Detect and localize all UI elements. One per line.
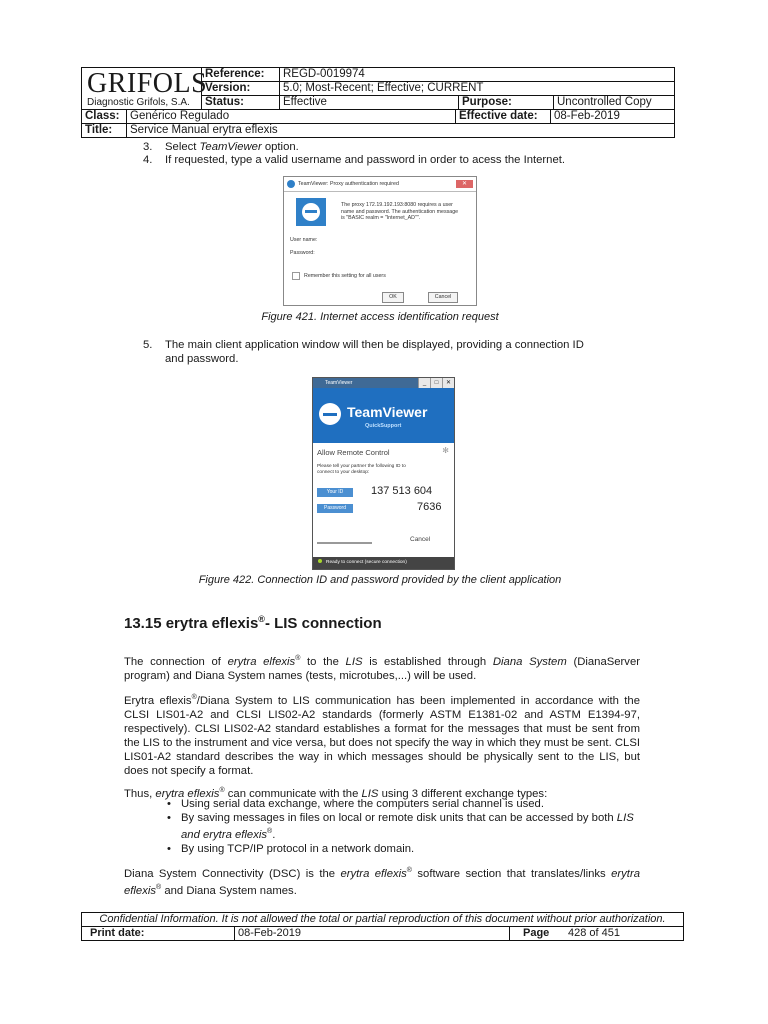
print-date-label: Print date: [82,927,235,940]
title-value: Service Manual erytra eflexis [130,124,278,136]
list-item: • Using serial data exchange, where the computers serial channel is used. [167,798,544,810]
teamviewer-quicksupport-window [312,377,455,570]
page-number: 428 of 451 [568,927,620,939]
step-3-text: Select [165,141,200,153]
minimize-icon[interactable]: _ [418,378,430,388]
remember-setting-checkbox[interactable] [292,272,386,280]
section-heading [124,614,382,632]
status-text: Ready to connect (secure connection) [326,560,407,565]
paragraph-3: Thus, erytra eflexis® can communicate with the LIS using 3 different exchange types: [124,787,548,800]
teamviewer-icon [287,180,295,188]
reference-label: Reference: [202,68,280,81]
list-item: • By saving messages in files on local or remote disk units that can be accessed by both LIS and erytra eflexis®. [167,812,634,841]
version-value: 5.0; Most-Recent; Effective; CURRENT [283,82,484,94]
teamviewer-banner [313,388,454,443]
page-label: Page [523,927,550,939]
paragraph-4: Diana System Connectivity (DSC) is the erytra eflexis® software section that translates/links erytra eflexis® and Diana System names. [124,867,640,897]
confidential-notice: Confidential Information. It is not allowed the total or partial reproduction of this document without prior authorization. [82,913,683,927]
step-5-number: 5. [143,339,153,351]
print-date-value: 08-Feb-2019 [235,927,510,940]
document-footer [81,912,684,941]
step-4-number: 4. [143,154,153,166]
section-title-b: - LIS connection [264,615,382,632]
your-id-label: Your ID [317,488,353,497]
title-label: Title: [82,124,127,137]
connection-hint: Please tell your partner the following ID to connect to your desktop: [317,464,406,475]
password-label: Password [317,504,353,513]
proxy-message: The proxy 172.19.192.193:8080 requires a user name and password. The authentication message is "BASIC realm = "Internet_AD"". [341,202,459,221]
purpose-label: Purpose: [459,96,554,109]
status-bar [313,557,454,569]
step-5-cont: and password. [165,353,239,365]
exchange-types-list [167,797,641,856]
logo-word: GRIFOLS [87,68,208,99]
version-label: Version: [202,82,280,95]
class-label: Class: [82,110,127,123]
effective-date-value: 08-Feb-2019 [554,110,620,122]
status-label: Status: [202,96,280,109]
maximize-icon[interactable]: □ [430,378,442,388]
step-5 [143,338,584,352]
close-icon[interactable]: ✕ [456,180,473,188]
step-4 [143,153,565,167]
section-title-a: erytra eflexis [165,615,259,632]
status-value: Effective [280,96,459,109]
paragraph-1: The connection of erytra elfexis® to the LIS is established through Diana System (DianaServer program) and Diana System names (tests, microtubes,...) will be used. [124,655,641,682]
logo-subtitle: Diagnostic Grifols, S.A. [87,97,190,108]
teamviewer-logo-icon [296,198,326,226]
proxy-dialog-titlebar [284,177,476,192]
product-name: QuickSupport [365,423,402,429]
company-logo [82,68,208,109]
window-title: TeamViewer [325,380,353,386]
step-3-em: TeamViewer [199,141,262,153]
window-titlebar [313,378,454,388]
list-item: • By using TCP/IP protocol in a network domain. [167,842,415,855]
gear-icon[interactable]: ✻ [442,446,449,455]
step-5-line1: The main client application window will then be displayed, providing a connection ID [165,339,584,351]
remember-setting-label: Remember this setting for all users [304,273,386,279]
username-label: User name: [290,237,318,243]
password-label: Password: [290,250,315,256]
status-indicator-icon [318,559,322,563]
connection-id-value: 137 513 604 [371,485,433,497]
allow-remote-control-heading: Allow Remote Control [317,448,390,457]
proxy-dialog-title: TeamViewer: Proxy authentication required [298,181,399,187]
section-number: 13.15 [124,615,162,632]
purpose-value: Uncontrolled Copy [557,96,652,108]
close-icon[interactable]: ✕ [442,378,454,388]
website-link[interactable] [317,542,372,544]
proxy-auth-dialog [283,176,477,306]
cancel-button[interactable]: Cancel [410,536,431,543]
step-3-number: 3. [143,141,153,153]
class-value: Genérico Regulado [127,110,456,123]
ok-button[interactable]: OK [382,292,404,303]
registered-mark: ® [258,614,265,624]
reference-value: REGD-0019974 [283,68,365,80]
document-header [81,67,675,138]
connection-password-value: 7636 [417,501,442,513]
step-4-text: If requested, type a valid username and password in order to acess the Internet. [165,154,566,166]
cancel-button[interactable]: Cancel [428,292,458,303]
paragraph-2: Erytra eflexis®/Diana System to LIS communication has been implemented in accordance with the CLSI LIS01-A2 and CLSI LIS02-A2 standards (formerly ASTM E1381-02 and ASTM E1394-97, respectively). CLSI LIS02-A2 standard establishes a format for the messages that must be sent from the LIS to the instrument and vice versa, but does not specify the way in which they must be sent. CLSI LIS01-A2 standard describes the way in which messages should be physically sent to the LIS, but does not specify a format. [124,694,640,777]
step-3 [143,140,299,154]
effective-date-label: Effective date: [456,110,551,123]
figure-422-caption: Figure 422. Connection ID and password provided by the client application [198,574,562,586]
figure-421-caption: Figure 421. Internet access identification request [261,311,499,323]
step-3-text-end: option. [261,141,299,153]
brand-name: TeamViewer [347,404,428,420]
